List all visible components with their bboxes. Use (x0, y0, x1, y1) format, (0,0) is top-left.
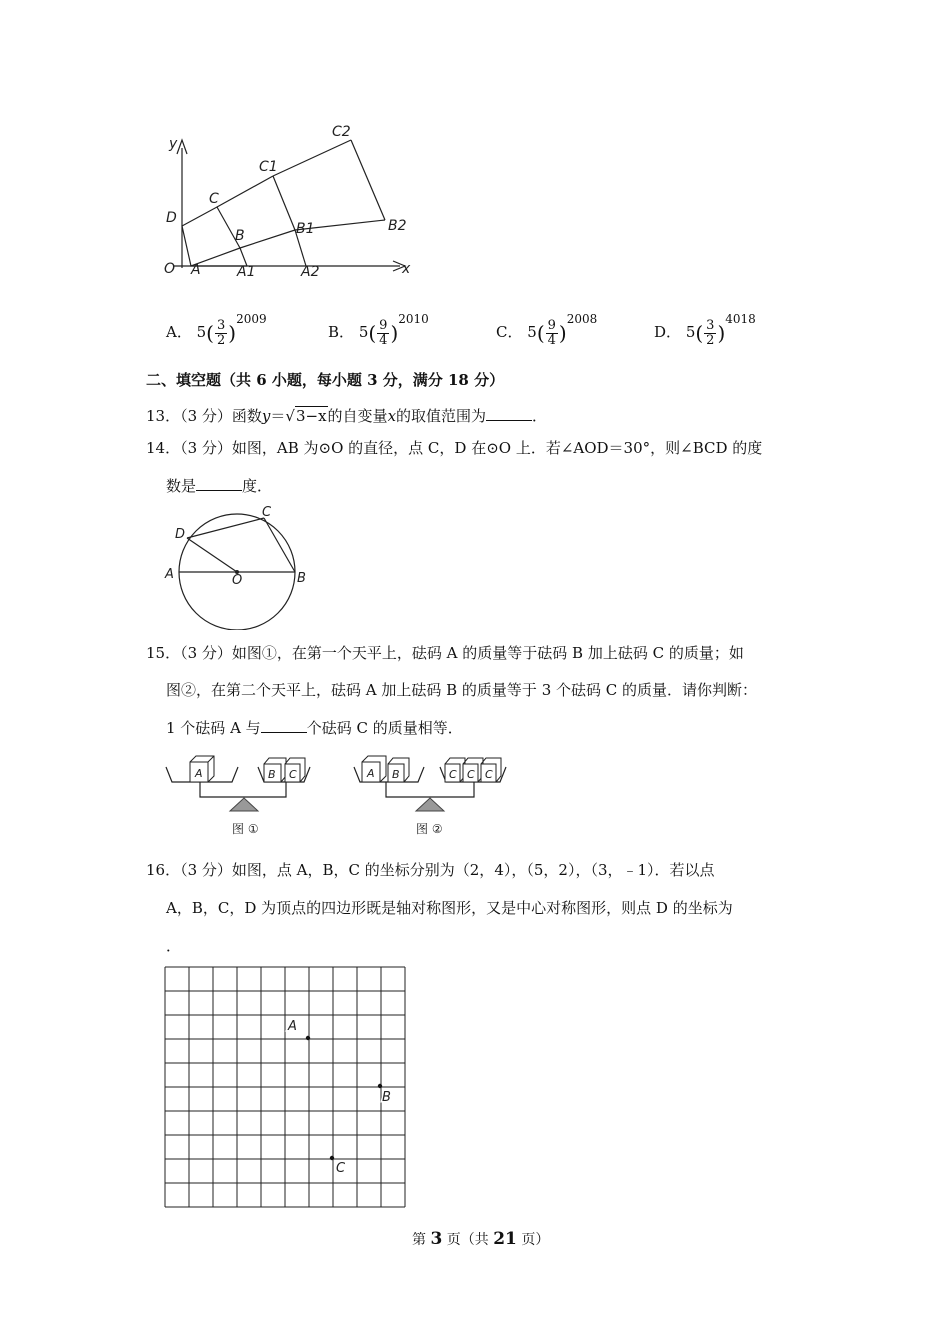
option-b: B． 5( $\frac{9}{4}$ )$^{2010}$ (328, 312, 429, 348)
label-C1: C1 (259, 159, 278, 175)
label-B: B (235, 228, 245, 244)
svg-text:B: B (268, 768, 276, 781)
caption-fig2: 图 ② (416, 822, 443, 836)
question-15-line3: 1 个砝码 A 与 个砝码 C 的质量相等． (166, 719, 463, 737)
segment-OD (187, 538, 237, 572)
answer-blank-13 (486, 406, 532, 421)
question-16-line3: ． (166, 937, 182, 955)
point-B (378, 1084, 382, 1088)
label-O: O (164, 261, 176, 277)
svg-text:C: C (485, 768, 493, 781)
answer-blank-14 (196, 476, 242, 491)
svg-text:A: A (195, 767, 203, 780)
label-C: C (336, 1161, 346, 1176)
option-a: A． 5( $\frac{3}{2}$ )$^{2009}$ (166, 312, 267, 348)
svg-text:C: C (467, 768, 475, 781)
point-A (306, 1036, 310, 1040)
svg-text:B: B (392, 768, 400, 781)
label-B: B (297, 571, 306, 586)
question-16-line1: 16．（3 分）如图，点 A，B，C 的坐标分别为（2，4），（5，2），（3，﹣1）．若以点 (146, 861, 715, 879)
label-D: D (175, 527, 186, 542)
figure-grid (164, 966, 406, 1208)
label-O: O (232, 573, 243, 588)
label-C2: C2 (332, 124, 351, 140)
point-C (330, 1156, 334, 1160)
option-d: D． 5( $\frac{3}{2}$ )$^{4018}$ (654, 312, 756, 348)
square-ABCD (182, 207, 240, 266)
label-A2: A2 (301, 264, 320, 280)
label-A: A (191, 262, 201, 278)
section-title: 二、填空题（共 6 小题，每小题 3 分，满分 18 分） (146, 371, 505, 389)
label-A1: A1 (237, 264, 256, 280)
question-14-line2: 数是 度． (166, 477, 273, 495)
label-B2: B2 (388, 218, 407, 234)
label-B: B (382, 1090, 391, 1105)
question-15-line2: 图②，在第二个天平上，砝码 A 加上砝码 B 的质量等于 3 个砝码 C 的质量．请你判断： (166, 681, 758, 699)
question-14-line1: 14．（3 分）如图，AB 为⊙O 的直径，点 C，D 在⊙O 上．若∠AOD＝30°，则∠BCD 的度 (146, 439, 763, 457)
page-footer: 第 3 页（共 21 页） (412, 1229, 550, 1249)
figure-circle (160, 500, 320, 630)
label-y: y (169, 136, 178, 152)
svg-text:C: C (449, 768, 457, 781)
label-x: x (402, 261, 411, 277)
figure-rectangles (155, 118, 425, 283)
label-C: C (262, 505, 272, 520)
svg-text:C: C (289, 768, 297, 781)
label-B1: B1 (296, 221, 315, 237)
caption-fig1: 图 ① (232, 822, 259, 836)
option-c: C． 5( $\frac{9}{4}$ )$^{2008}$ (496, 312, 598, 348)
question-16-line2: A，B，C，D 为顶点的四边形既是轴对称图形，又是中心对称图形，则点 D 的坐标为 (166, 899, 733, 917)
segment-CB (264, 518, 295, 572)
question-15-line1: 15．（3 分）如图①，在第一个天平上，砝码 A 的质量等于砝码 B 加上砝码 C 的质量；如 (146, 644, 744, 662)
label-A: A (288, 1019, 297, 1034)
label-C: C (209, 191, 219, 207)
figure-balances (160, 745, 520, 840)
svg-text:A: A (367, 767, 375, 780)
answer-blank-15 (261, 718, 307, 733)
rect-C1B1 (273, 176, 295, 230)
label-D: D (166, 210, 177, 226)
label-A: A (165, 567, 174, 582)
question-13: 13．（3 分）函数y＝√3−x的自变量x的取值范围为 ． (146, 407, 548, 425)
